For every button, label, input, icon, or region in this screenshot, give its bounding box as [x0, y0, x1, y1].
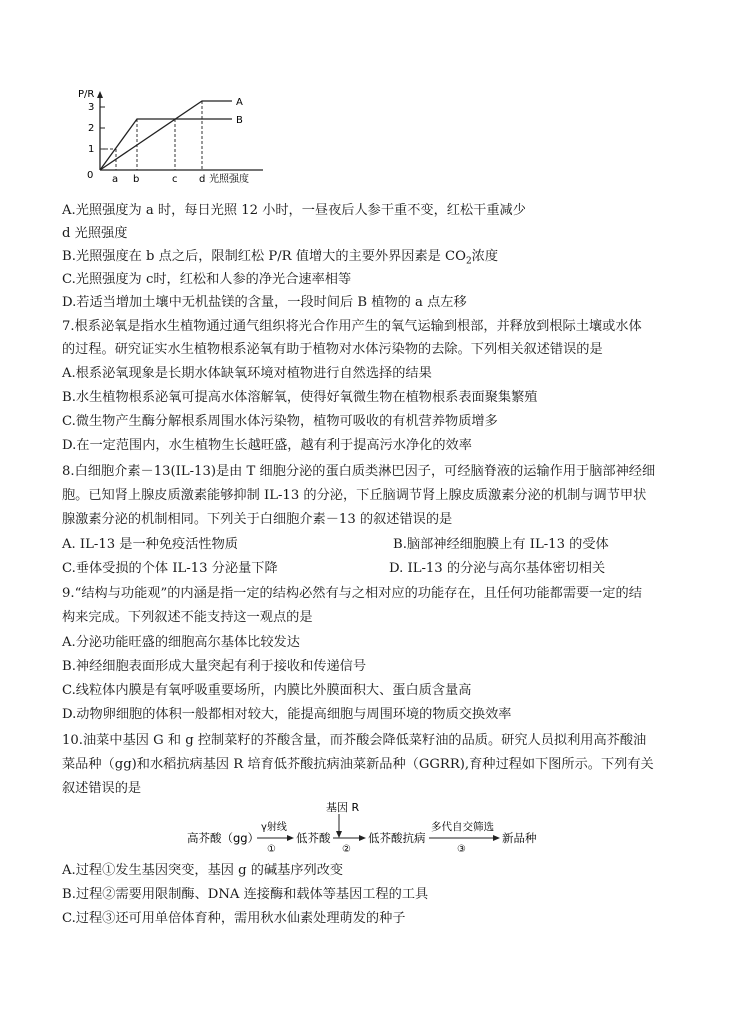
q8-stem-line-2: 胞。已知肾上腺皮质激素能够抑制 IL-13 的分泌，下丘脑调节肾上腺皮质激素分泌的机制与调节甲状: [62, 488, 647, 503]
q6-option-d: D.若适当增加土壤中无机盐镁的含量，一段时间后 B 植物的 a 点左移: [62, 295, 467, 310]
q6-option-b-subscript: 2: [465, 256, 472, 267]
q8-option-d: D. IL-13 的分泌与高尔基体密切相关: [389, 561, 606, 576]
y-axis-label: P/R: [78, 89, 95, 100]
q7-option-b: B.水生植物根系泌氧可提高水体溶解氧，使得好氧微生物在植物根系表面聚集繁殖: [62, 390, 538, 405]
q8-option-c: C.垂体受损的个体 IL-13 分泌量下降: [62, 561, 278, 576]
q6-option-b-tail: 浓度: [471, 249, 499, 264]
step2-arrowhead: [359, 835, 366, 841]
series-b-label: B: [236, 115, 243, 126]
stage-low-erucic-resistant: 低芥酸抗病: [368, 831, 426, 845]
stage-low-erucic: 低芥酸: [296, 831, 331, 845]
q8-stem-line-1: 8.白细胞介素－13(IL-13)是由 T 细胞分泌的蛋白质类淋巴因子，可经脑脊液的运输作用于脑部神经细: [62, 464, 656, 479]
x-tick-d: d: [199, 174, 206, 185]
q10-option-c: C.过程③还可用单倍体育种，需用秋水仙素处理萌发的种子: [62, 911, 406, 926]
q10-option-b: B.过程②需要用限制酶、DNA 连接酶和载体等基因工程的工具: [62, 887, 429, 902]
q10-option-a: A.过程①发生基因突变，基因 g 的碱基序列改变: [62, 863, 344, 878]
step1-top-label: γ射线: [261, 822, 287, 833]
stage-new-variety: 新品种: [502, 831, 537, 845]
step1-arrowhead: [287, 835, 294, 841]
gene-r-arrowhead: [336, 831, 342, 838]
q7-option-c: C.微生物产生酶分解根系周围水体污染物，植物可吸收的有机营养物质增多: [62, 414, 498, 429]
y-tick-3: 3: [88, 102, 95, 113]
series-a-label: A: [236, 97, 243, 108]
q8-option-a: A. IL-13 是一种免疫活性物质: [62, 537, 238, 552]
x-tick-a: a: [112, 174, 119, 185]
q9-option-b: B.神经细胞表面形成大量突起有利于接收和传递信号: [62, 659, 367, 674]
series-a-line: [100, 101, 232, 170]
q9-option-d: D.动物卵细胞的体积一般都相对较大，能提高细胞与周围环境的物质交换效率: [62, 707, 512, 722]
q9-stem-line-1: 9.“结构与功能观”的内涵是指一定的结构必然有与之相对应的功能存在，且任何功能都需要一定的结: [62, 586, 642, 601]
step3-top-label: 多代自交筛选: [431, 821, 494, 833]
step3-arrowhead: [493, 835, 500, 841]
q9-option-c: C.线粒体内膜是有氧呼吸重要场所，内膜比外膜面积大、蛋白质含量高: [62, 683, 472, 698]
x-axis-label: 光照强度: [209, 174, 249, 185]
q9-option-a: A.分泌功能旺盛的细胞高尔基体比较发达: [62, 635, 300, 650]
q7-stem-line-1: 7.根系泌氧是指水生植物通过通气组织将光合作用产生的氧气运输到根部，并释放到根际土壤或水体: [62, 319, 642, 334]
q10-stem-line-2: 菜品种（gg)和水稻抗病基因 R 培育低芥酸抗病油菜新品种（GGRR),育种过程如下图所示。下列有关: [62, 757, 654, 772]
stage-high-erucic: 高芥酸（gg）: [187, 831, 260, 845]
q6-stray-text: d 光照强度: [62, 226, 128, 241]
step3-number: ③: [457, 844, 466, 855]
y-tick-1: 1: [88, 144, 95, 155]
breeding-flow-diagram: [185, 800, 550, 856]
q10-stem-line-3: 叙述错误的是: [62, 781, 142, 796]
step1-number: ①: [267, 844, 276, 855]
q6-option-b: [62, 247, 498, 272]
q6-option-c: C.光照强度为 c时，红松和人参的净光合速率相等: [62, 272, 352, 287]
q8-option-b: B.脑部神经细胞膜上有 IL-13 的受体: [393, 537, 609, 552]
photosynthesis-graph: [78, 86, 278, 186]
q6-option-b-text: B.光照强度在 b 点之后，限制红松 P/R 值增大的主要外界因素是 CO: [62, 249, 466, 264]
q7-option-a: A.根系泌氧现象是长期水体缺氧环境对植物进行自然选择的结果: [62, 366, 432, 381]
origin-label: 0: [87, 170, 94, 181]
q8-stem-line-3: 腺激素分泌的机制相同。下列关于白细胞介素－13 的叙述错误的是: [62, 512, 453, 527]
q10-stem-line-1: 10.油菜中基因 G 和 g 控制菜籽的芥酸含量，而芥酸会降低菜籽油的品质。研究人员拟利用高芥酸油: [62, 733, 647, 748]
step2-number: ②: [342, 844, 351, 855]
x-tick-b: b: [133, 174, 140, 185]
x-tick-c: c: [172, 174, 178, 185]
q7-stem-line-2: 的过程。研究证实水生植物根系泌氧有助于植物对水体污染物的去除。下列相关叙述错误的是: [62, 342, 603, 357]
y-tick-2: 2: [88, 123, 95, 134]
series-b-line: [100, 119, 232, 170]
y-axis-arrow: [97, 91, 103, 98]
gene-r-label: 基因 R: [326, 801, 360, 814]
q9-stem-line-2: 构来完成。下列叙述不能支持这一观点的是: [62, 610, 313, 625]
q6-option-a: A.光照强度为 a 时，每日光照 12 小时，一昼夜后人参干重不变，红松干重减少: [62, 203, 526, 218]
q7-option-d: D.在一定范围内，水生植物生长越旺盛，越有利于提高污水净化的效率: [62, 438, 472, 453]
